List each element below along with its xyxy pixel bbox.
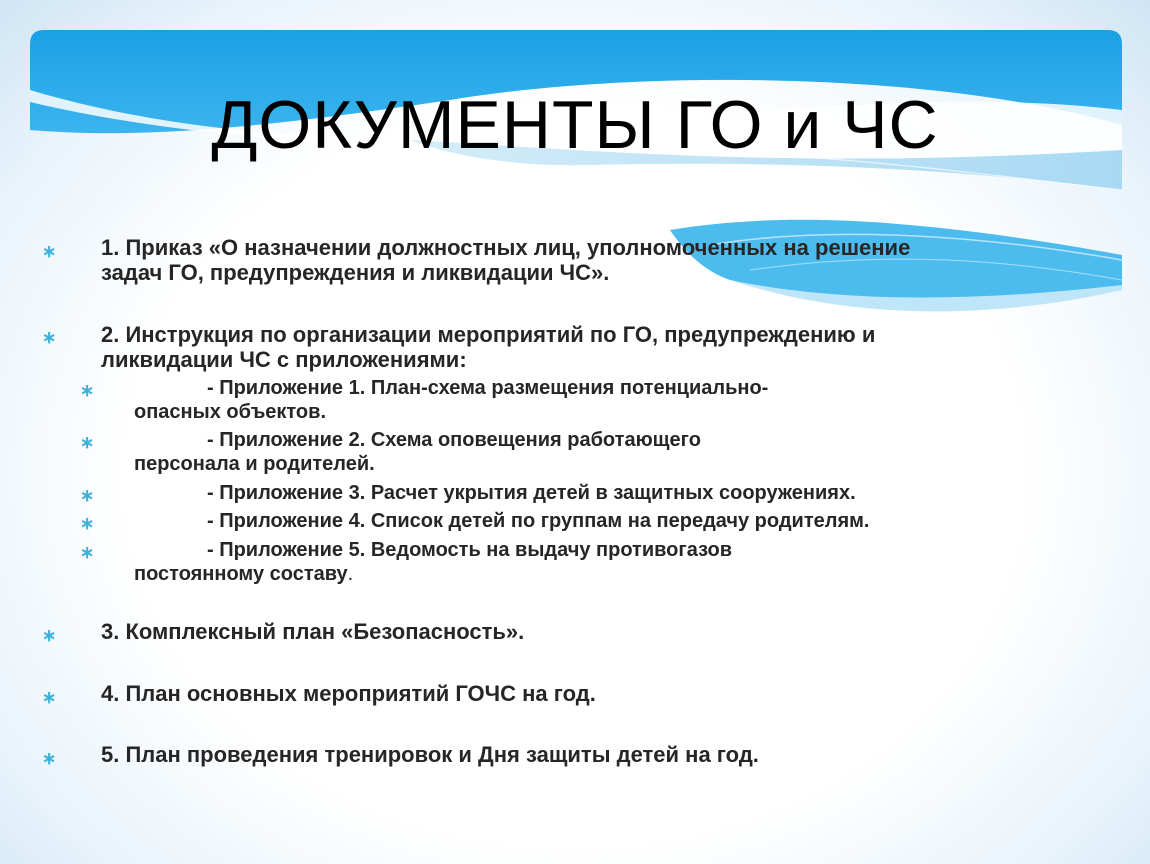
bullet-icon: ∗ [42, 328, 57, 347]
sub-item-text: постоянному составу [134, 563, 348, 585]
bullet-icon: ∗ [42, 749, 57, 768]
sub-item-line [134, 562, 1034, 586]
sub-item-line: - Приложение 1. План-схема размещения потенциально- [207, 377, 769, 399]
sub-list-item [134, 481, 1034, 505]
list-item [101, 681, 1061, 706]
list-item [101, 322, 1061, 372]
list-item-line: задач ГО, предупреждения и ликвидации ЧС». [101, 260, 610, 285]
bullet-icon: ∗ [80, 433, 95, 452]
list-item [101, 619, 1061, 644]
list-item-line: ликвидации ЧС с приложениями: [101, 347, 467, 372]
sub-item-line: персонала и родителей. [134, 453, 375, 475]
sub-item-line: - Приложение 4. Список детей по группам на передачу родителям. [207, 510, 870, 532]
sub-list-item [134, 538, 1034, 586]
page-title: ДОКУМЕНТЫ ГО и ЧС [211, 87, 939, 163]
bullet-icon: ∗ [42, 688, 57, 707]
sub-list-item [134, 376, 1034, 424]
list-item [101, 235, 1061, 285]
sub-item-line: - Приложение 2. Схема оповещения работающего [207, 429, 701, 451]
sub-list-item [134, 428, 1034, 476]
sub-list-item [134, 509, 1034, 533]
list-item [101, 742, 1061, 767]
list-item-line: 2. Инструкция по организации мероприятий по ГО, предупреждению и [101, 322, 876, 347]
bullet-icon: ∗ [42, 242, 57, 261]
list-item-line: 3. Комплексный план «Безопасность». [101, 619, 525, 644]
list-item-line: 5. План проведения тренировок и Дня защиты детей на год. [101, 742, 759, 767]
bullet-icon: ∗ [42, 626, 57, 645]
bullet-icon: ∗ [80, 381, 95, 400]
bullet-icon: ∗ [80, 543, 95, 562]
sub-item-line: - Приложение 5. Ведомость на выдачу противогазов [207, 539, 733, 561]
list-item-line: 4. План основных мероприятий ГОЧС на год. [101, 681, 596, 706]
list-item-line: 1. Приказ «О назначении должностных лиц, уполномоченных на решение [101, 235, 911, 260]
sub-item-line: - Приложение 3. Расчет укрытия детей в защитных сооружениях. [207, 482, 856, 504]
sub-item-tail: . [347, 563, 354, 585]
bullet-icon: ∗ [80, 486, 95, 505]
sub-item-line: опасных объектов. [134, 401, 327, 423]
bullet-icon: ∗ [80, 514, 95, 533]
